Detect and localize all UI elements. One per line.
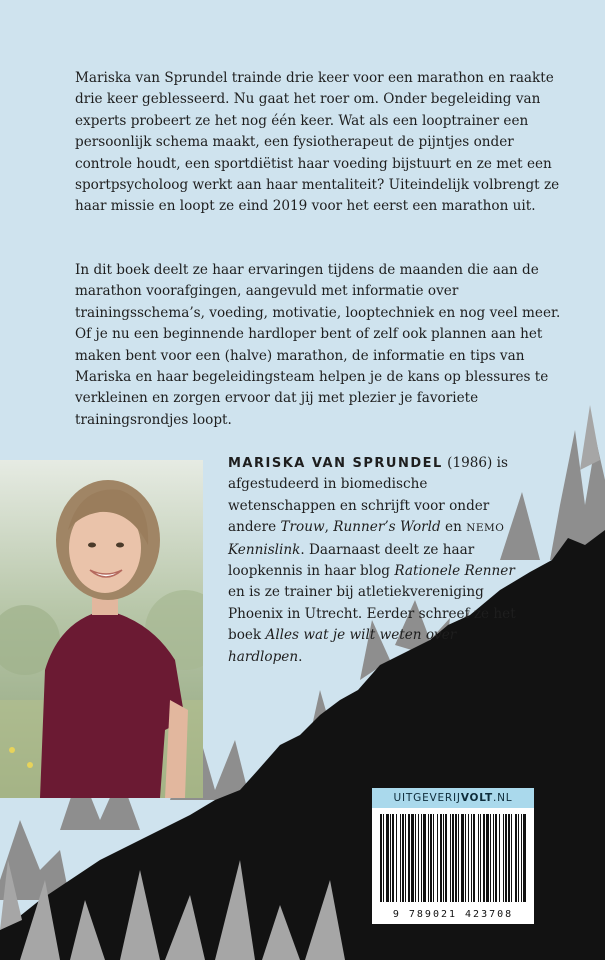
barcode-bar	[515, 814, 517, 902]
barcode-bar	[471, 814, 472, 902]
blurb-paragraph-2: In dit boek deelt ze haar ervaringen tijdens de maanden die aan de marathon voorafgingen, aangevuld met informatie over trainingsschema’s, voeding, motivatie, looptechniek en nog veel meer. Of je nu een beginnende hardloper bent of zelf ook plannen aan het maken bent voor een (halve) marathon, de informatie en tips van Mariska en haar begeleidingsteam helpen je de kans op blessures te verkleinen en zorgen ervoor dat jij met plezier je favoriete trainingsrondjes loopt.	[75, 262, 561, 428]
author-bio	[228, 453, 528, 668]
barcode-bar	[458, 814, 459, 902]
isbn-barcode	[372, 808, 534, 924]
barcode-bar	[430, 814, 432, 902]
barcode-bar	[465, 814, 466, 902]
barcode-bar	[505, 814, 507, 902]
barcode-bar	[486, 814, 489, 902]
barcode-bar	[421, 814, 422, 902]
barcode-bar	[495, 814, 497, 902]
barcode-bar	[468, 814, 469, 902]
bio-text-3: en is ze trainer bij atletiekvereniging Phoenix in Utrecht. Eerder schreef ze het boek	[228, 584, 516, 644]
barcode-bar	[523, 814, 526, 902]
author-birth-year: (1986)	[447, 455, 493, 471]
barcode-bar	[473, 814, 475, 902]
barcode-bars	[372, 808, 534, 908]
publisher-suffix: .NL	[493, 792, 513, 804]
publisher-url	[372, 788, 534, 808]
barcode-bar	[461, 814, 464, 902]
bio-text-2: . Daarnaast deelt ze haar loopkennis in haar blog	[228, 541, 475, 580]
blog-title: Rationele Renner	[394, 563, 515, 580]
isbn-number: 9 789021 423708	[392, 909, 514, 920]
barcode-bar	[408, 814, 410, 902]
publication-trouw: Trouw	[280, 519, 325, 536]
barcode-bar	[478, 814, 479, 902]
previous-book-title: Alles wat je wilt weten over hardlopen	[228, 627, 457, 665]
barcode-bar	[493, 814, 494, 902]
barcode-bar	[450, 814, 451, 902]
barcode-bar	[445, 814, 447, 902]
publisher-bold: VOLT	[460, 792, 493, 804]
barcode-bar	[490, 814, 491, 902]
barcode-bar	[499, 814, 500, 902]
barcode-bar	[452, 814, 454, 902]
barcode-bar	[415, 814, 416, 902]
barcode-bar	[433, 814, 434, 902]
barcode-bar	[440, 814, 442, 902]
publication-runners-world: Runner’s World	[333, 519, 441, 536]
publication-kennislink: Kennislink	[228, 541, 301, 558]
publication-nemo: NEMO	[466, 522, 505, 535]
barcode-bar	[411, 814, 414, 902]
barcode-bar	[383, 814, 384, 902]
barcode-bar	[392, 814, 394, 902]
barcode-bar	[437, 814, 438, 902]
barcode-bar	[480, 814, 481, 902]
barcode-bar	[402, 814, 404, 902]
barcode-bar	[405, 814, 406, 902]
barcode-bar	[521, 814, 522, 902]
barcode-bar	[400, 814, 401, 902]
publisher-prefix: UITGEVERIJ	[393, 792, 461, 804]
barcode-bar	[455, 814, 457, 902]
bio-and: en	[440, 519, 467, 536]
barcode-bar	[503, 814, 504, 902]
author-name: MARISKA VAN SPRUNDEL	[228, 456, 443, 471]
barcode-bar	[386, 814, 389, 902]
barcode-bar	[418, 814, 419, 902]
barcode-bar	[390, 814, 391, 902]
blurb-paragraph-1: Mariska van Sprundel trainde drie keer voor een marathon en raakte drie keer geblesseerd. Nu gaat het roer om. Onder begeleiding van experts probeert ze het nog één keer. Wat als een looptrainer een persoonlijk schema maakt, een fysiotherapeut de pijntjes onder controle houdt, een sportdiëtist haar voeding bijstuurt en ze met een sportpsycholoog werkt aan haar mentaliteit? Uiteindelijk volbrengt ze haar missie en loopt ze eind 2019 voor het eerst een marathon uit.	[75, 70, 560, 215]
bio-text-1: is afgestudeerd in biomedische wetenschappen en schrijft voor onder andere	[228, 455, 508, 536]
bio-end: .	[298, 648, 303, 665]
barcode-bar	[518, 814, 519, 902]
barcode-bar	[511, 814, 512, 902]
barcode-bar	[423, 814, 426, 902]
author-photo	[0, 460, 203, 798]
bio-separator: ,	[324, 519, 334, 536]
barcode-bar	[380, 814, 382, 902]
barcode-bar	[508, 814, 510, 902]
barcode-bar	[396, 814, 397, 902]
barcode-bar	[483, 814, 485, 902]
barcode-bar	[443, 814, 444, 902]
barcode-bar	[428, 814, 429, 902]
